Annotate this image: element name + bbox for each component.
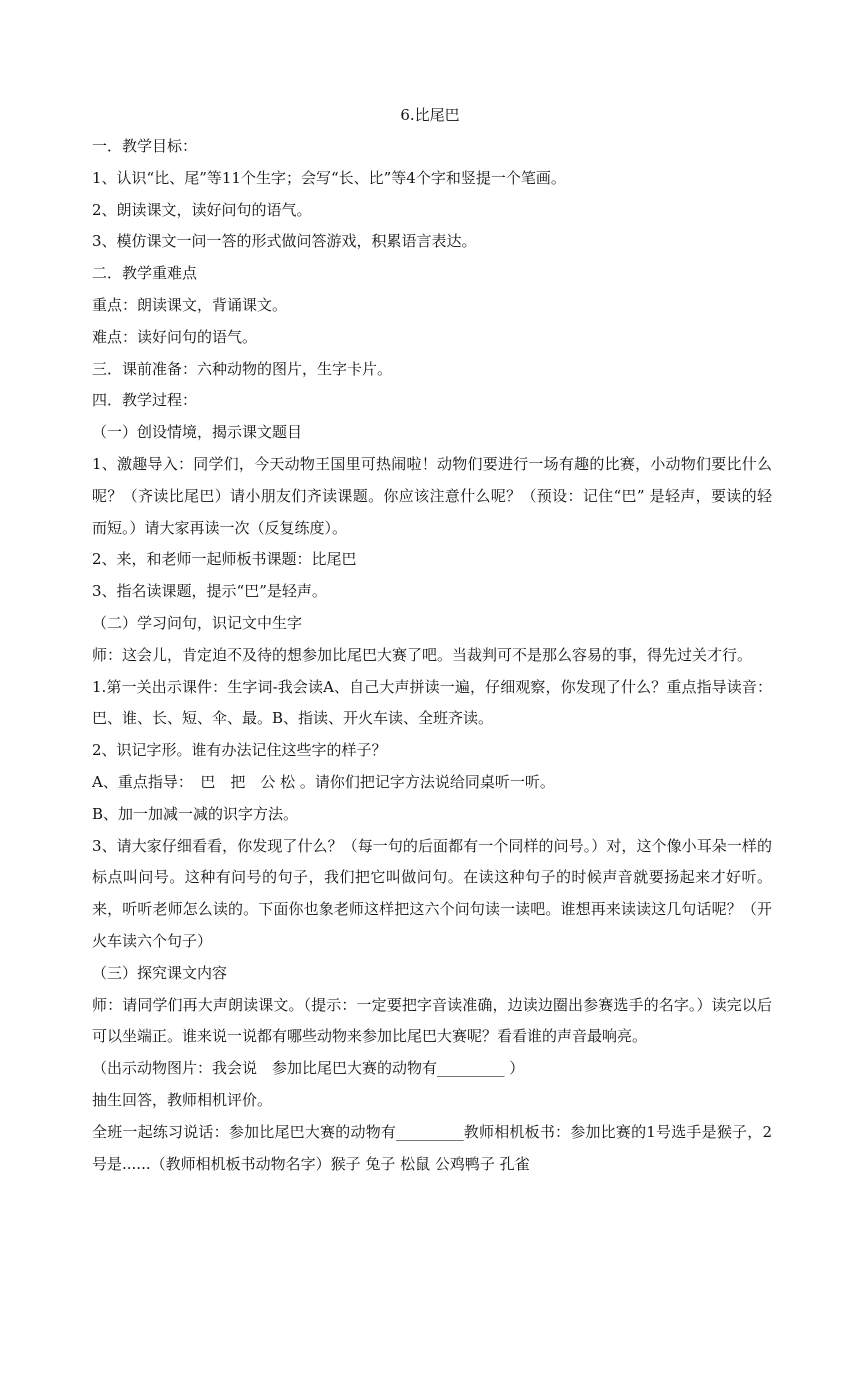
paragraph: 全班一起练习说话：参加比尾巴大赛的动物有_________教师相机板书：参加比赛的1号选手是猴子，2号是......（教师相机板书动物名字）猴子 兔子 松鼠 公鸡鸭子 孔雀 [92, 1122, 772, 1173]
paragraph: B、加一加减一减的识字方法。 [92, 804, 299, 823]
objective-item-3: 3、模仿课文一问一答的形式做问答游戏，积累语言表达。 [92, 232, 477, 251]
document-title: 6.比尾巴 [400, 106, 460, 124]
document-body [92, 131, 772, 1180]
objective-item-2: 2、朗读课文，读好问句的语气。 [92, 200, 312, 219]
paragraph: 3、指名读课题，提示“巴”是轻声。 [92, 582, 327, 601]
paragraph: 3、请大家仔细看看，你发现了什么？（每一句的后面都有一个同样的问号。）对，这个像小耳朵一样的标点叫问号。这种有问号的句子，我们把它叫做问句。在读这种句子的时候声音就要扬起来才好听。来，听听老师怎么读的。下面你也象老师这样把这六个问句读一读吧。谁想再来读读这几句话呢？（开火车读六个句子） [92, 836, 772, 950]
key-point: 重点：朗读课文，背诵课文。 [92, 295, 288, 314]
paragraph: 师：请同学们再大声朗读课文。（提示：一定要把字音读准确，边读边圈出参赛选手的名字。）读完以后可以坐端正。谁来说一说都有哪些动物来参加比尾巴大赛呢？看看谁的声音最响亮。 [92, 995, 772, 1046]
paragraph: 师：这会儿，肯定迫不及待的想参加比尾巴大赛了吧。当裁判可不是那么容易的事，得先过关才行。 [92, 645, 753, 664]
subsection-heading-2: （二）学习问句，识记文中生字 [92, 613, 303, 632]
section-heading-key-points: 二．教学重难点 [92, 264, 198, 283]
section-heading-preparation: 三．课前准备：六种动物的图片，生字卡片。 [92, 359, 393, 378]
paragraph: 2、识记字形。谁有办法记住这些字的样子？ [92, 741, 387, 760]
subsection-heading-3: （三）探究课文内容 [92, 963, 228, 982]
paragraph: 抽生回答，教师相机评价。 [92, 1090, 273, 1109]
paragraph: 1、激趣导入：同学们，今天动物王国里可热闹啦！动物们要进行一场有趣的比赛，小动物们要比什么呢？（齐读比尾巴）请小朋友们齐读课题。你应该注意什么呢？（预设：记住“巴” 是轻声，要读的轻而短。）请大家再读一次（反复练度）。 [92, 454, 772, 537]
section-heading-objectives: 一．教学目标： [92, 137, 198, 155]
difficult-point: 难点：读好问句的语气。 [92, 327, 258, 346]
section-heading-process: 四．教学过程： [92, 391, 198, 410]
paragraph: 2、来，和老师一起师板书课题：比尾巴 [92, 550, 357, 569]
subsection-heading-1: （一）创设情境，揭示课文题目 [92, 423, 303, 442]
paragraph: （出示动物图片：我会说 参加比尾巴大赛的动物有_________ ） [92, 1059, 525, 1078]
objective-item-1: 1、认识“比、尾”等11个生字；会写“长、比”等4个字和竖提一个笔画。 [92, 168, 566, 187]
paragraph: 1.第一关出示课件：生字词-我会读A、自己大声拼读一遍，仔细观察，你发现了什么？重点指导读音：巴、谁、长、短、伞、最。B、指读、开火车读、全班齐读。 [92, 677, 772, 728]
paragraph: A、重点指导： 巴 把 公 松 。请你们把记字方法说给同桌听一听。 [92, 772, 555, 791]
